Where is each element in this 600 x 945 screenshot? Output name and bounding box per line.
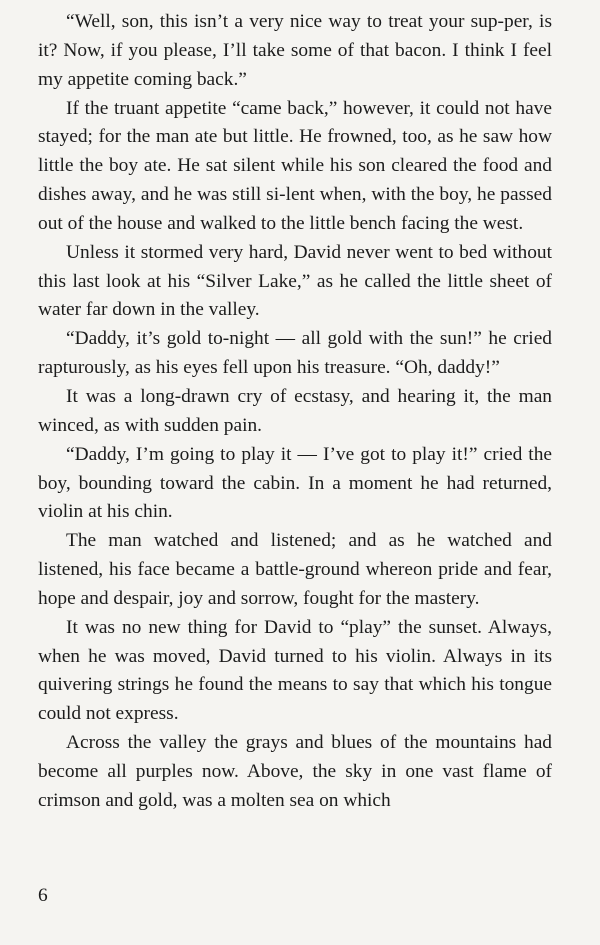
body-text	[38, 8, 552, 816]
paragraph-9: Across the valley the grays and blues of the mountains had become all purples now. Above, the sky in one vast flame of crimson and gold, was a molten sea on which	[38, 732, 552, 811]
page-number: 6	[38, 885, 48, 906]
paragraph-4: “Daddy, it’s gold to-night — all gold with the sun!” he cried rapturously, as his eyes fell upon his treasure. “Oh, daddy!”	[38, 328, 552, 379]
paragraph-3: Unless it stormed very hard, David never went to bed without this last look at his “Silver Lake,” as he called the little sheet of water far down in the valley.	[38, 241, 552, 321]
paragraph-8: It was no new thing for David to “play” the sunset. Always, when he was moved, David turned to his violin. Always in its quivering strings he found the means to say that which his tongue could not express.	[38, 616, 552, 725]
paragraph-5: It was a long-drawn cry of ecstasy, and hearing it, the man winced, as with sudden pain.	[38, 385, 552, 436]
paragraph-2: If the truant appetite “came back,” however, it could not have stayed; for the man ate but little. He frowned, too, as he saw how little the boy ate. He sat silent while his son cleared the food and dishes away, and he was still si-lent when, with the boy, he passed out of the house and walked to the little bench facing the west.	[38, 97, 552, 234]
paragraph-6: “Daddy, I’m going to play it — I’ve got to play it!” cried the boy, bounding toward the cabin. In a moment he had returned, violin at his chin.	[38, 443, 552, 523]
paragraph-1: “Well, son, this isn’t a very nice way to treat your sup-per, is it? Now, if you please, I’ll take some of that bacon. I think I feel my appetite coming back.”	[38, 11, 552, 90]
paragraph-7: The man watched and listened; and as he watched and listened, his face became a battle-ground whereon pride and fear, hope and despair, joy and sorrow, fought for the mastery.	[38, 530, 552, 609]
